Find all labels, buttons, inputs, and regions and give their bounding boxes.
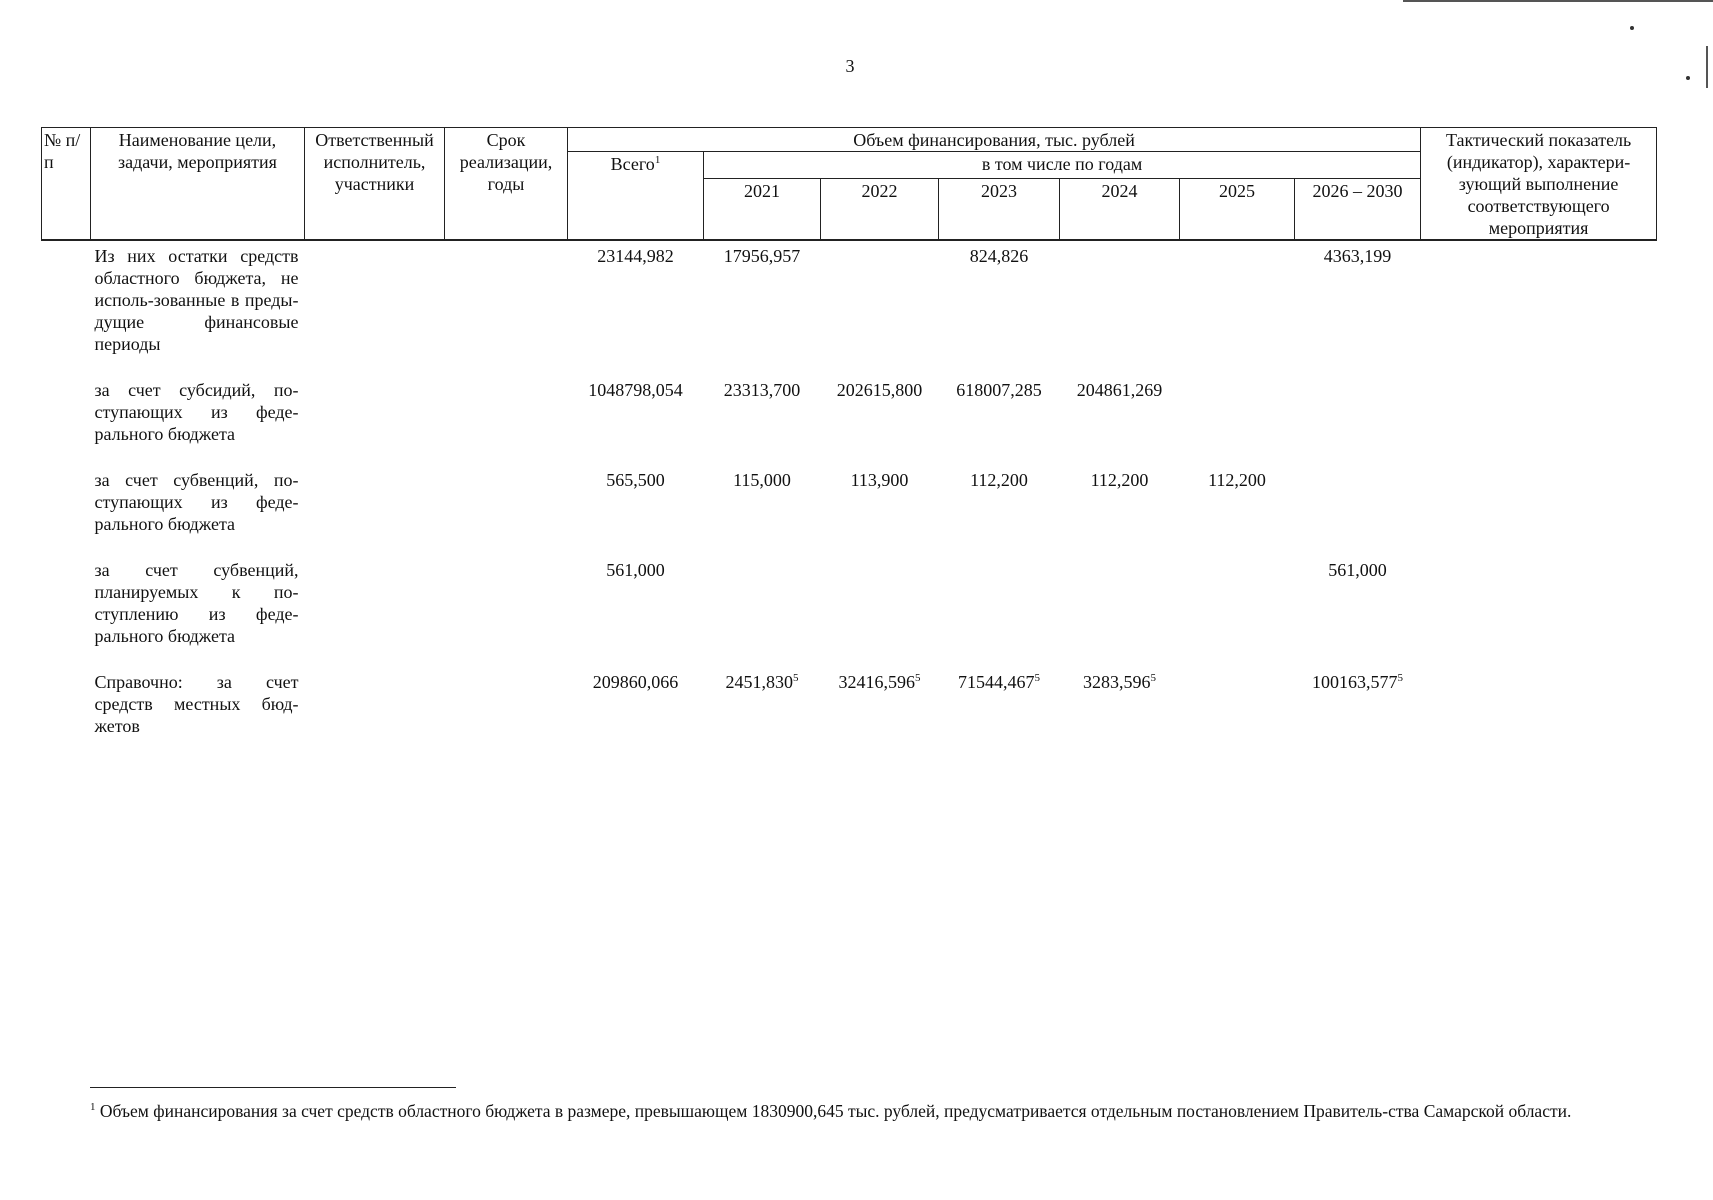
cell-value: 618007,285 (956, 380, 1042, 400)
header-responsible: Ответственный исполнитель, участники (305, 128, 445, 241)
cell-value: 113,900 (850, 470, 909, 490)
cell-total: 565,500 (606, 470, 665, 490)
cell-indicator (1421, 240, 1657, 377)
cell-value: 112,200 (970, 470, 1028, 490)
scan-speck (1630, 26, 1634, 30)
cell-year-value (821, 377, 939, 467)
header-name: Наименование цели, задачи, мероприятия (91, 128, 305, 241)
table-row (42, 557, 1657, 669)
cell-year-value (821, 557, 939, 669)
cell-name: Справочно: за счет средств местных бюд-жетов (94, 672, 299, 736)
cell-term (445, 240, 568, 377)
cell-term (445, 669, 568, 759)
cell-value: 204861,269 (1076, 380, 1163, 400)
cell-value: 100163,577 (1312, 672, 1398, 692)
cell-number (42, 240, 91, 377)
cell-number (42, 669, 91, 759)
table-row (42, 240, 1657, 377)
cell-year-value (704, 669, 821, 759)
cell-term (445, 557, 568, 669)
cell-footnote-ref: 5 (1034, 672, 1040, 684)
header-number: № п/п (42, 128, 91, 241)
scan-speck (1686, 76, 1690, 80)
header-term: Срок реализации, годы (445, 128, 568, 241)
footnote-marker: 1 (90, 1101, 96, 1114)
cell-year-value (704, 240, 821, 377)
cell-number (42, 377, 91, 467)
cell-value: 3283,596 (1083, 672, 1151, 692)
cell-year-value (939, 240, 1060, 377)
scan-edge-line (1706, 46, 1708, 88)
cell-value: 824,826 (969, 246, 1029, 266)
cell-year-value (1060, 467, 1180, 557)
cell-year-value (1180, 467, 1295, 557)
cell-responsible (305, 240, 445, 377)
footnote-text: Объем финансирования за счет средств областного бюджета в размере, превышающем 1830900,645 тыс. рублей, предусматривается отдельным постановлением Правитель-ства Самарской области. (99, 1101, 1572, 1121)
cell-value: 112,200 (1208, 470, 1266, 490)
cell-responsible (305, 377, 445, 467)
cell-year-value (1295, 377, 1421, 467)
cell-year-value (821, 240, 939, 377)
cell-indicator (1421, 467, 1657, 557)
header-total (568, 152, 704, 241)
header-indicator: Тактический показатель (индикатор), характери-зующий выполнение соответствующего мероприятия (1421, 128, 1657, 241)
cell-indicator (1421, 377, 1657, 467)
table-header (42, 128, 1657, 241)
cell-year-value (704, 377, 821, 467)
cell-value: 202615,800 (836, 380, 923, 400)
cell-year-value (1180, 669, 1295, 759)
header-year: 2022 (821, 178, 939, 240)
cell-term (445, 377, 568, 467)
cell-value: 115,000 (733, 470, 791, 490)
financing-table (41, 127, 1657, 759)
cell-year-value (939, 669, 1060, 759)
cell-year-value (1295, 467, 1421, 557)
cell-year-value (821, 467, 939, 557)
header-year: 2021 (704, 178, 821, 240)
cell-number (42, 467, 91, 557)
cell-value: 561,000 (1328, 560, 1387, 580)
cell-footnote-ref: 5 (915, 672, 921, 684)
table-body (42, 240, 1657, 759)
cell-year-value (1180, 557, 1295, 669)
cell-value: 17956,957 (723, 246, 801, 266)
cell-indicator (1421, 669, 1657, 759)
cell-year-value (1060, 240, 1180, 377)
cell-year-value (939, 377, 1060, 467)
cell-total: 561,000 (606, 560, 665, 580)
table-row (42, 669, 1657, 759)
cell-responsible (305, 557, 445, 669)
cell-year-value (939, 467, 1060, 557)
cell-year-value (1295, 669, 1421, 759)
cell-name: за счет субвенций, по-ступающих из феде-рального бюджета (94, 470, 299, 534)
scan-edge-line (1403, 0, 1713, 2)
cell-total: 23144,982 (597, 246, 674, 266)
cell-year-value (821, 669, 939, 759)
cell-name: Из них остатки средств областного бюджета, не исполь-зованные в преды-дущие финансовые периоды (94, 246, 299, 354)
cell-year-value (704, 467, 821, 557)
footnote-separator (90, 1087, 456, 1088)
cell-indicator (1421, 557, 1657, 669)
header-year: 2026 – 2030 (1295, 178, 1421, 240)
table-row (42, 467, 1657, 557)
cell-total: 209860,066 (592, 672, 679, 692)
cell-year-value (1060, 377, 1180, 467)
header-total-footnote-ref: 1 (654, 154, 661, 166)
cell-year-value (1295, 240, 1421, 377)
header-year: 2025 (1180, 178, 1295, 240)
cell-value: 23313,700 (723, 380, 801, 400)
header-year: 2024 (1060, 178, 1180, 240)
page-number: 3 (845, 56, 855, 76)
cell-year-value (1060, 669, 1180, 759)
header-funding: Объем финансирования, тыс. рублей (568, 128, 1421, 152)
cell-value: 4363,199 (1323, 246, 1392, 266)
cell-responsible (305, 669, 445, 759)
cell-total: 1048798,054 (588, 380, 683, 400)
cell-footnote-ref: 5 (1150, 672, 1156, 684)
cell-number (42, 557, 91, 669)
header-year: 2023 (939, 178, 1060, 240)
cell-year-value (939, 557, 1060, 669)
cell-year-value (1180, 377, 1295, 467)
cell-year-value (1295, 557, 1421, 669)
cell-value: 112,200 (1090, 470, 1149, 490)
cell-name: за счет субвенций, планируемых к по-ступлению из феде-рального бюджета (94, 560, 299, 646)
cell-year-value (1180, 240, 1295, 377)
cell-responsible (305, 467, 445, 557)
header-total-label: Всего (610, 154, 655, 174)
cell-year-value (704, 557, 821, 669)
header-by-years: в том числе по годам (704, 152, 1421, 179)
cell-value: 2451,830 (725, 672, 793, 692)
cell-term (445, 467, 568, 557)
cell-year-value (1060, 557, 1180, 669)
cell-footnote-ref: 5 (793, 672, 799, 684)
cell-value: 32416,596 (838, 672, 915, 692)
cell-value: 71544,467 (958, 672, 1035, 692)
table-row (42, 377, 1657, 467)
cell-name: за счет субсидий, по-ступающих из феде-рального бюджета (94, 380, 299, 444)
cell-footnote-ref: 5 (1397, 672, 1404, 684)
footnote (60, 1100, 1650, 1123)
